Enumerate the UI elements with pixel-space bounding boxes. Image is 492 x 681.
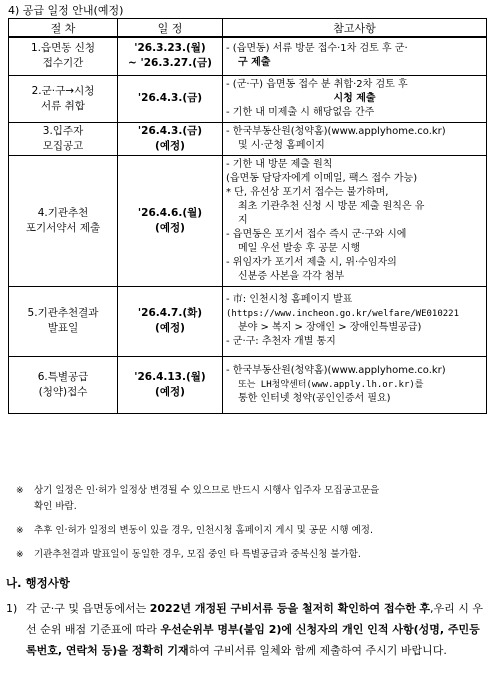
date-cell — [118, 75, 223, 122]
notes-cell-line: 지 — [238, 214, 248, 226]
notes-cell — [223, 286, 487, 356]
step-cell-line: (청약)접수 — [38, 385, 88, 398]
notes-cell-line: * 단, 유선상 포기서 접수는 불가하며, — [226, 186, 389, 198]
notes-cell-line: 시청 제출 — [333, 92, 376, 104]
notes-cell-line: - 위임자가 포기서 제출 시, 위·수임자의 — [226, 256, 397, 268]
step-cell-line: 포기서약서 제출 — [25, 221, 101, 234]
date-cell-line: (예정) — [155, 322, 185, 334]
paragraph-segment: 후 — [419, 602, 431, 615]
footnote — [16, 523, 484, 539]
schedule-table — [8, 18, 487, 414]
step-cell-line: 서류 취합 — [41, 99, 85, 112]
notes-cell-line: 메일 우선 발송 후 공문 시행 — [238, 242, 361, 254]
footnote — [16, 547, 484, 563]
step-cell — [9, 356, 118, 413]
date-cell — [118, 122, 223, 155]
table-row — [9, 37, 487, 75]
date-cell-line: '26.4.3.(금) — [137, 92, 203, 104]
date-cell — [118, 286, 223, 356]
notes-cell-line: (읍면동 담당자에게 이메일, 팩스 접수 가능) — [226, 172, 418, 184]
notes-cell-line: 분야 > 복지 > 장애인 > 장애인특별공급) — [238, 322, 422, 333]
step-cell — [9, 122, 118, 155]
admin-paragraph — [6, 598, 486, 661]
notes-cell — [223, 37, 487, 75]
notes-cell-line: - 군·구: 추천자 개별 통지 — [226, 336, 336, 347]
step-cell — [9, 75, 118, 122]
notes-cell-line: 신분증 사본을 각각 첨부 — [238, 270, 345, 282]
step-cell-line: 접수기간 — [42, 57, 84, 70]
footnote — [16, 483, 484, 515]
paragraph-segment: 각 군·구 및 읍면동에서는 — [26, 602, 150, 615]
footnote-line: 상기 일정은 인·허가 일정상 변경될 수 있으므로 반드시 시행사 입주자 모집공고문을 — [34, 485, 380, 496]
paragraph-text — [6, 598, 486, 661]
notes-cell-line: 및 시·군청 홈페이지 — [238, 139, 325, 151]
footnote-line: 확인 바람. — [34, 501, 77, 512]
section-title: 4) 공급 일정 안내(예정) — [8, 4, 124, 17]
table-row — [9, 75, 487, 122]
date-cell — [118, 356, 223, 413]
notes-cell-line: - 한국부동산원(청약홈)(www.applyhome.co.kr) — [226, 125, 446, 137]
step-cell-line: 3.입주자 — [42, 124, 84, 137]
date-cell-line: '26.4.3.(금) — [137, 124, 203, 137]
notes-cell-line: - 市: 인천시청 홈페이지 발표 — [226, 294, 353, 305]
step-cell-line: 2.군·구→시청 — [31, 84, 95, 97]
paragraph-segment: 2022년 개정된 구비서류 등을 철저히 확인하여 접수한 — [149, 602, 416, 615]
step-cell — [9, 286, 118, 356]
step-cell — [9, 37, 118, 75]
notes-cell-line: - 읍면동은 포기서 접수 즉시 군·구와 시에 — [226, 228, 407, 240]
table-row — [9, 356, 487, 413]
paragraph-segment: ,우리 시 우선 순위 배점 기준표에 따라 — [26, 602, 484, 636]
notes-cell-line: - (읍면동) 서류 방문 접수·1차 검토 후 군· — [226, 43, 408, 55]
date-cell-line: (예정) — [155, 385, 185, 398]
paragraph-segment: 우선순위부 명부(붙임 2)에 신청자의 개인 인적 사항(성명, 주민등록번호, 연락처 등)을 정확히 기재 — [26, 623, 480, 657]
reference-mark-icon: ※ — [16, 550, 24, 560]
date-cell-line: (예정) — [155, 139, 185, 152]
notes-cell — [223, 155, 487, 286]
notes-cell-line: 구 제출 — [238, 57, 271, 69]
header-notes: 참고사항 — [223, 19, 487, 38]
table-row — [9, 122, 487, 155]
notes-cell — [223, 122, 487, 155]
notes-cell-line: 최초 기관추천 신청 시 방문 제출 원칙은 유 — [238, 200, 425, 212]
date-cell-line: ~ '26.3.27.(금) — [128, 57, 212, 70]
footnote-line: 추후 인·허가 일정의 변동이 있을 경우, 인천시청 홈페이지 게시 및 공문 시행 예정. — [34, 525, 373, 536]
step-cell-line: 4.기관추천 — [37, 206, 89, 219]
date-cell-line: '26.4.7.(화) — [137, 307, 203, 319]
schedule-footnotes — [16, 483, 484, 571]
step-cell-line: 1.읍면동 신청 — [30, 42, 96, 55]
date-cell — [118, 155, 223, 286]
reference-mark-icon: ※ — [16, 486, 24, 496]
notes-cell-line: 또는 LH청약센터(www.apply.lh.or.kr)를 — [238, 379, 424, 390]
notes-cell — [223, 75, 487, 122]
date-cell — [118, 37, 223, 75]
footnote-line: 기관추천결과 발표일이 동일한 경우, 모집 중인 타 특별공급과 중복신청 불가함. — [34, 549, 361, 560]
notes-cell-line: (https://www.incheon.go.kr/welfare/WE010221 — [226, 309, 459, 319]
header-date: 일 정 — [118, 19, 223, 38]
step-cell-line: 모집공고 — [42, 139, 84, 152]
table-row — [9, 155, 487, 286]
reference-mark-icon: ※ — [16, 526, 24, 536]
notes-cell — [223, 356, 487, 413]
step-cell-line: 발표일 — [47, 322, 79, 334]
date-cell-line: '26.3.23.(월) — [134, 42, 206, 55]
step-cell-line: 6.특별공급 — [37, 370, 89, 383]
notes-cell-line: - (군·구) 읍면동 접수 분 취합·2차 검토 후 — [226, 78, 408, 90]
admin-section-title: 나. 행정사항 — [6, 576, 70, 590]
paragraph-segment: 하여 구비서류 일체와 함께 제출하여 주시기 바랍니다. — [188, 644, 447, 657]
notes-cell-line: - 기한 내 방문 제출 원칙 — [226, 158, 333, 170]
paragraph-number: 1) — [6, 602, 18, 615]
notes-cell-line: - 기한 내 미제출 시 해당없음 간주 — [226, 106, 375, 118]
date-cell-line: '26.4.6.(월) — [137, 206, 203, 219]
table-header-row — [9, 19, 487, 38]
notes-cell-line: - 한국부동산원(청약홈)(www.applyhome.co.kr) — [226, 364, 446, 376]
header-step: 절 차 — [9, 19, 118, 38]
step-cell-line: 5.기관추천결과 — [27, 307, 99, 319]
step-cell — [9, 155, 118, 286]
table-row — [9, 286, 487, 356]
date-cell-line: '26.4.13.(월) — [134, 370, 206, 383]
notes-cell-line: 통한 인터넷 청약(공인인증서 필요) — [238, 392, 391, 404]
date-cell-line: (예정) — [155, 221, 185, 234]
